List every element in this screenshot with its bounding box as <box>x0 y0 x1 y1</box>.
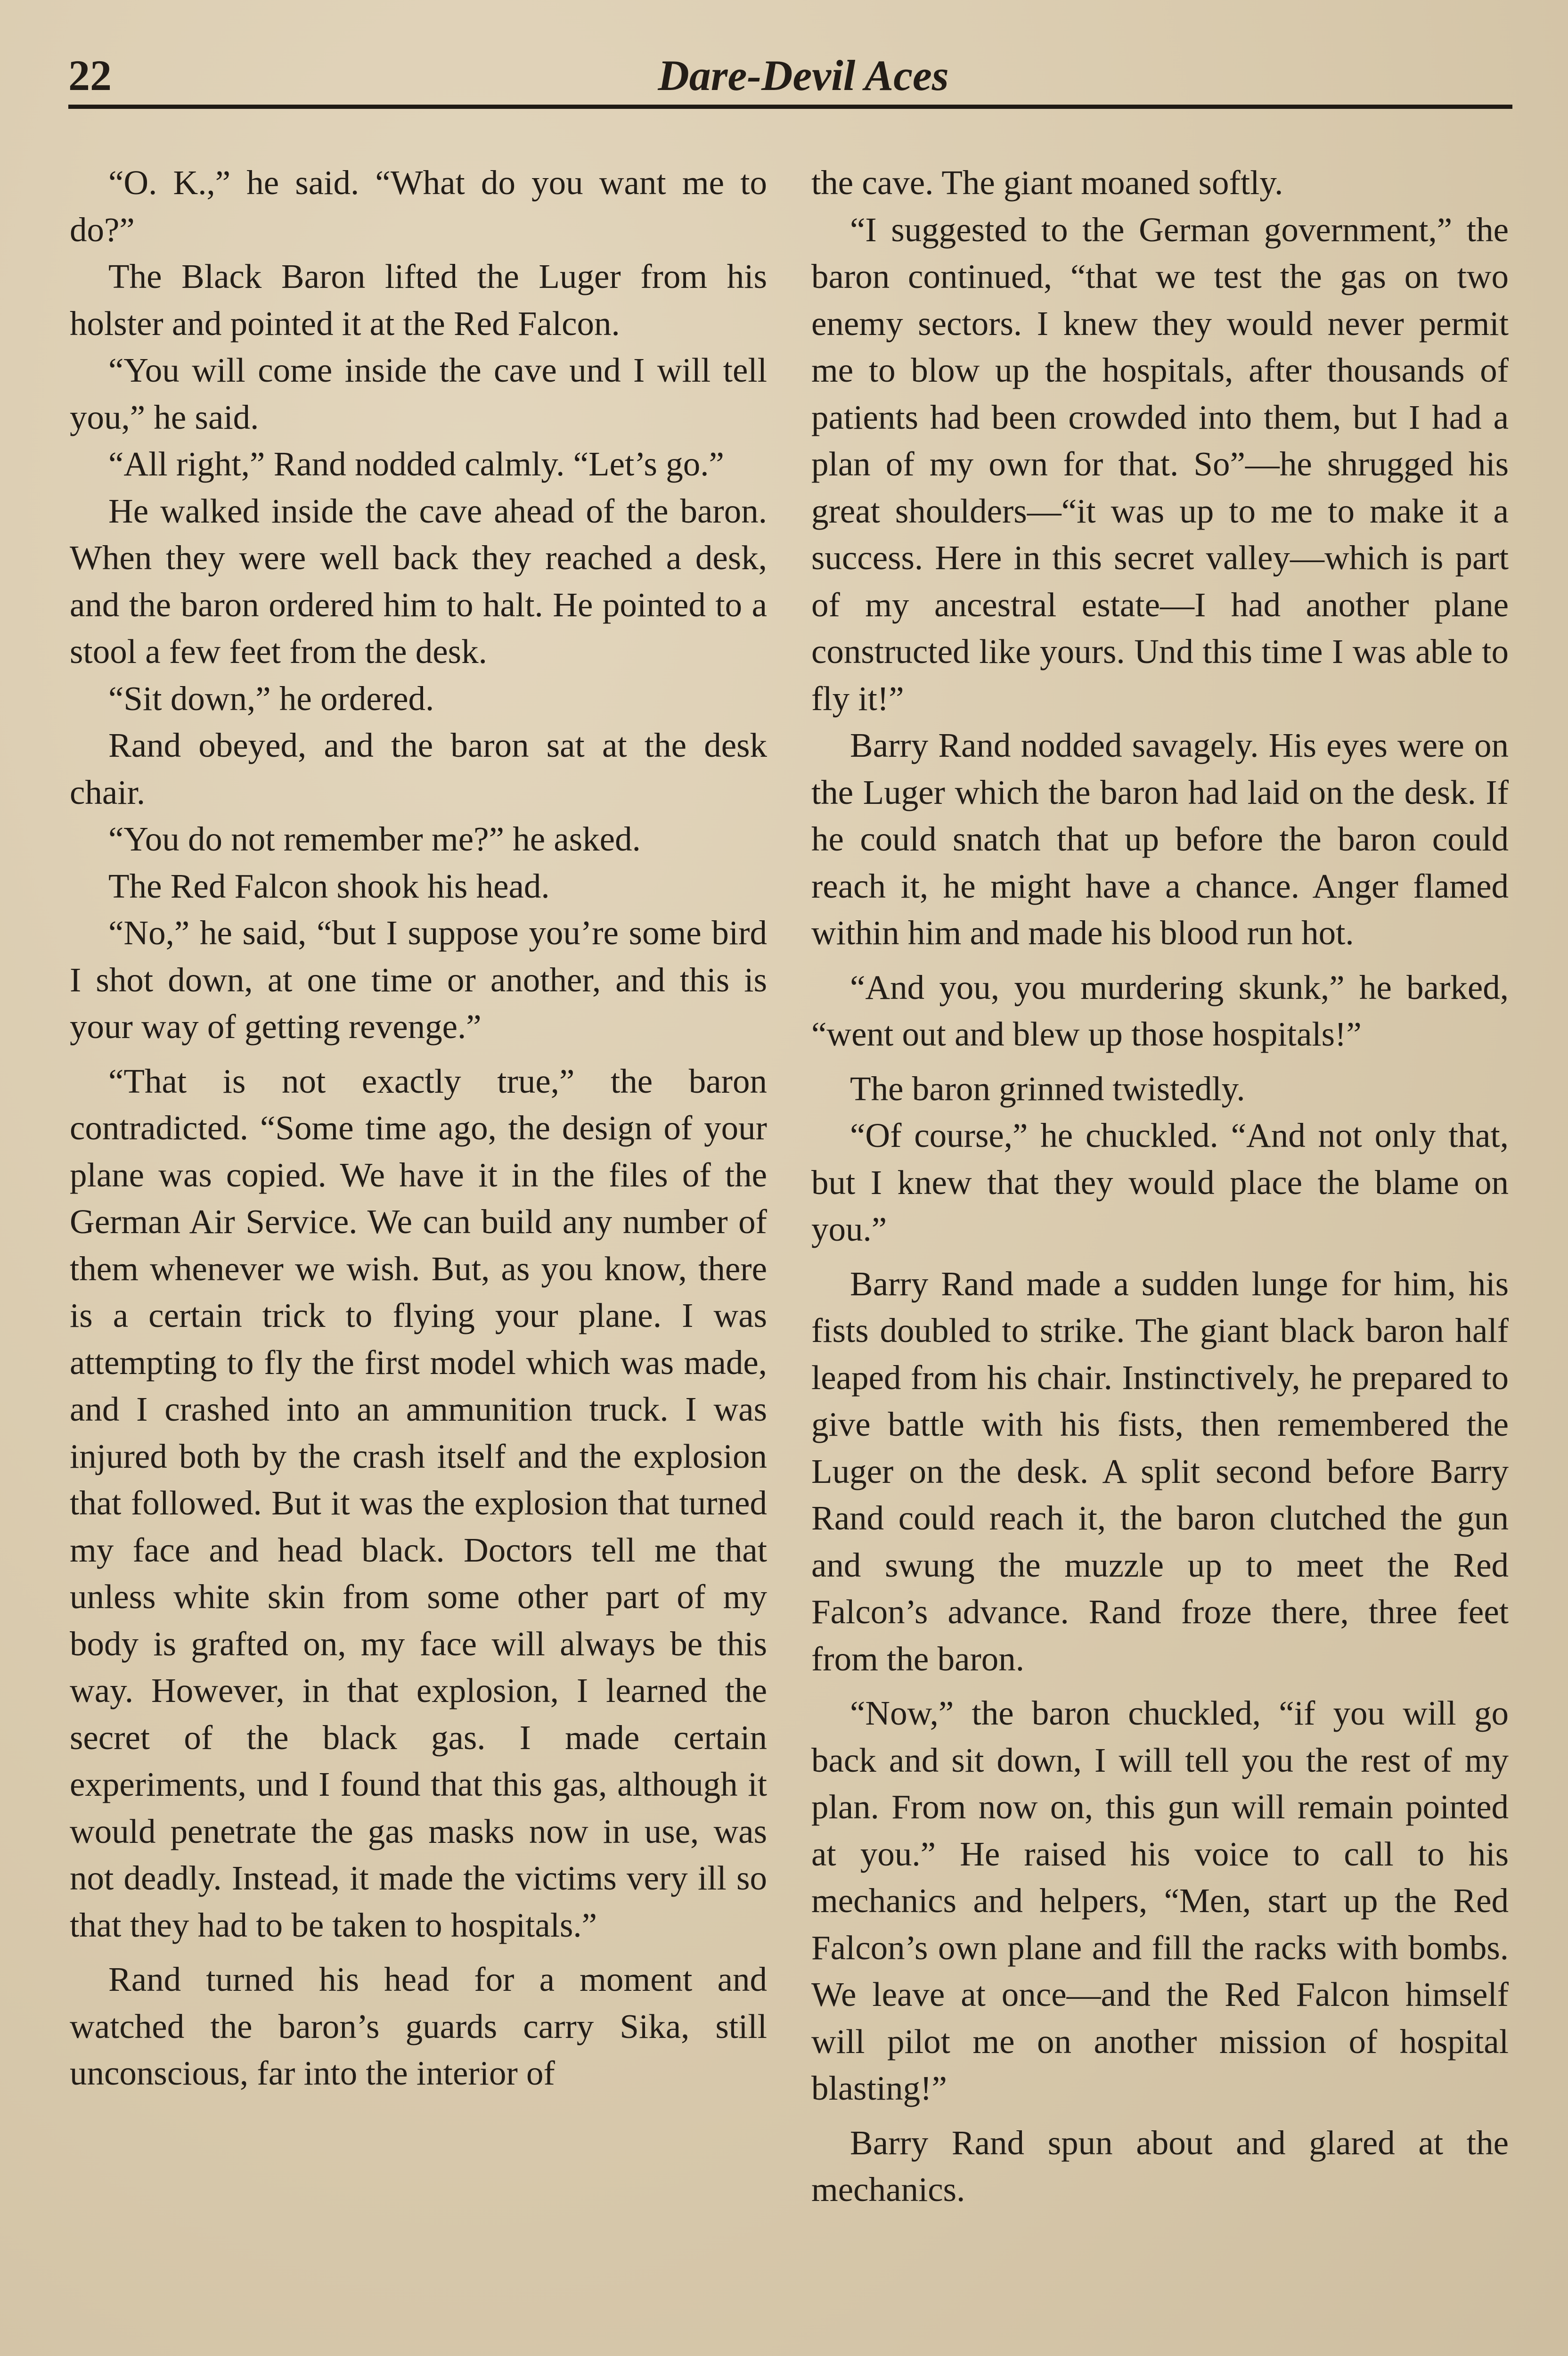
paragraph: “Sit down,” he ordered. <box>108 679 434 718</box>
paragraph: The Red Falcon shook his head. <box>108 867 550 905</box>
paragraph: “You will come inside the cave und I will tell you,” he said. <box>70 351 767 436</box>
paragraph: “And you, you murdering skunk,” he barked, “went out and blew up those hospitals!” <box>811 968 1509 1053</box>
left-column <box>70 159 767 2097</box>
paragraph: The baron grinned twistedly. <box>850 1069 1245 1108</box>
paragraph: Rand obeyed, and the baron sat at the desk chair. <box>70 726 767 811</box>
paragraph: Barry Rand made a sudden lunge for him, his fists doubled to strike. The giant black baron half leaped from his chair. Instinctively, he prepared to give battle with his fists, then remembered the Luger on the desk. A split second before Barry Rand could reach it, the baron clutched the gun and swung the muzzle up to meet the Red Falcon’s advance. Rand froze there, three feet from the baron. <box>811 1264 1509 1678</box>
paragraph: “That is not exactly true,” the baron contradicted. “Some time ago, the design of your plane was copied. We have it in the files of the German Air Service. We can build any number of them whenever we wish. But, as you know, there is a certain trick to flying your plane. I was attempting to fly the first model which was made, and I crashed into an ammunition truck. I was injured both by the crash itself and the explosion that followed. But it was the explosion that turned my face and head black. Doctors tell me that unless white skin from some other part of my body is grafted on, my face will always be this way. However, in that explosion, I learned the secret of the black gas. I made certain experiments, und I found that this gas, although it would penetrate the gas masks now in use, was not deadly. Instead, it made the victims very ill so that they had to be taken to hospitals.” <box>70 1062 767 1944</box>
magazine-title: Dare-Devil Aces <box>658 51 949 99</box>
page-header <box>68 45 1512 106</box>
paragraph: “Now,” the baron chuckled, “if you will go back and sit down, I will tell you the rest of my plan. From now on, this gun will remain pointed at you.” He raised his voice to call to his mechanics and helpers, “Men, start up the Red Falcon’s own plane and fill the racks with bombs. We leave at once—and the Red Falcon himself will pilot me on another mission of hospital blasting!” <box>811 1694 1509 2107</box>
paragraph: He walked inside the cave ahead of the baron. When they were well back they reached a desk, and the baron ordered him to halt. He pointed to a stool a few feet from the desk. <box>70 491 767 671</box>
paragraph: Barry Rand spun about and glared at the mechanics. <box>811 2123 1509 2209</box>
paragraph: “No,” he said, “but I suppose you’re some bird I shot down, at one time or another, and this is your way of getting revenge.” <box>70 914 767 1046</box>
paragraph: “O. K.,” he said. “What do you want me to do?” <box>70 164 767 249</box>
paragraph: “Of course,” he chuckled. “And not only that, but I knew that they would place the blame on you.” <box>811 1116 1509 1248</box>
header-rule <box>68 105 1512 109</box>
right-column <box>811 159 1509 2213</box>
paragraph: “I suggested to the German government,” the baron continued, “that we test the gas on two enemy sectors. I knew they would never permit me to blow up the hospitals, after thousands of patients had been crowded into them, but I had a plan of my own for that. So”—he shrugged his great shoulders—“it was up to me to make it a success. Here in this secret valley—which is part of my ancestral estate—I had another plane constructed like yours. Und this time I was able to fly it!” <box>811 210 1509 718</box>
paragraph: “You do not remember me?” he asked. <box>108 820 641 858</box>
paragraph: The Black Baron lifted the Luger from his holster and pointed it at the Red Falcon. <box>70 257 767 343</box>
paragraph: Rand turned his head for a moment and watched the baron’s guards carry Sika, still unconscious, far into the interior of <box>70 1960 767 2092</box>
paragraph: “All right,” Rand nodded calmly. “Let’s go.” <box>108 445 724 483</box>
paragraph: the cave. The giant moaned softly. <box>811 164 1283 202</box>
page-number: 22 <box>68 51 112 99</box>
paragraph: Barry Rand nodded savagely. His eyes were on the Luger which the baron had laid on the desk. If he could snatch that up before the baron could reach it, he might have a chance. Anger flamed within him and made his blood run hot. <box>811 726 1509 952</box>
